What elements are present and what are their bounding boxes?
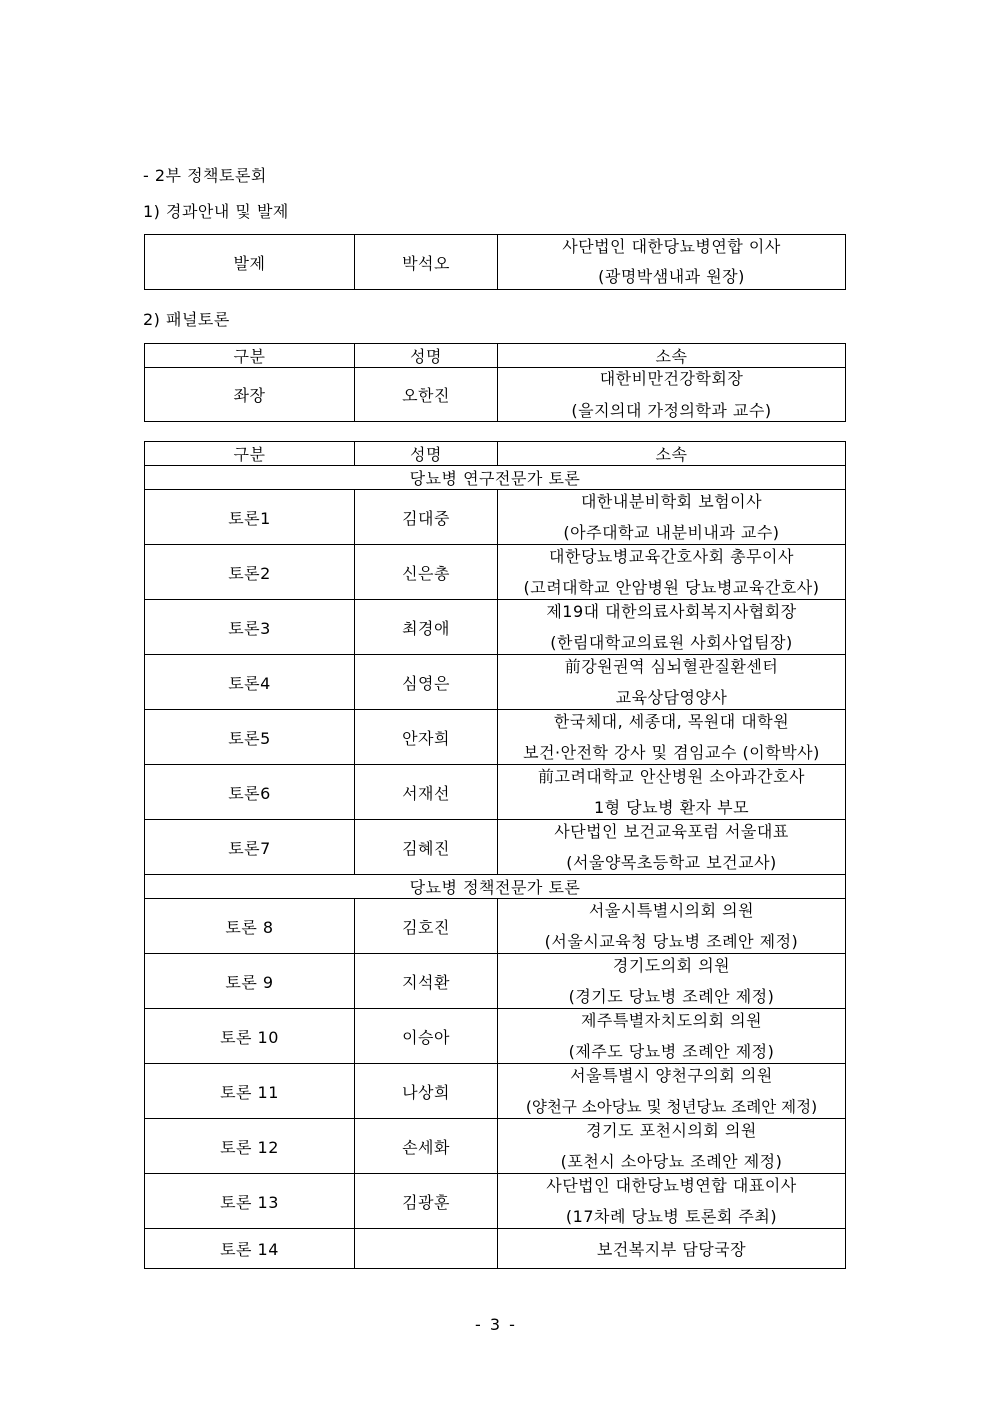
affiliation-line-2: (17차례 당뇨병 토론회 주최) <box>565 1206 778 1226</box>
affiliation-cell <box>498 1119 846 1174</box>
affiliation-line-1: 제19대 대한의료사회복지사협회장 <box>546 601 797 621</box>
affiliation-line-1: 서울특별시 양천구의회 의원 <box>570 1065 773 1085</box>
affiliation-line-2: (양천구 소아당뇨 및 청년당뇨 조례안 제정) <box>525 1097 818 1116</box>
affiliation-cell <box>498 490 846 545</box>
category-cell: 토론 13 <box>145 1174 355 1229</box>
page-number: - 3 - <box>475 1315 517 1334</box>
header-name: 성명 <box>355 344 498 368</box>
affiliation-line-2: (서울양목초등학교 보건교사) <box>566 852 777 872</box>
table-row <box>145 899 846 954</box>
affiliation-line-2: (한림대학교의료원 사회사업팀장) <box>550 632 793 652</box>
affiliation-cell <box>498 1064 846 1119</box>
name-cell: 최경애 <box>355 600 498 655</box>
subsection-title-presentation: 1) 경과안내 및 발제 <box>143 202 289 221</box>
table-row <box>145 1174 846 1229</box>
affiliation-line-1: 前고려대학교 안산병원 소아과간호사 <box>537 766 805 786</box>
table-row <box>145 655 846 710</box>
affiliation-line-2: (포천시 소아당뇨 조례안 제정) <box>560 1151 783 1171</box>
category-cell: 토론4 <box>145 655 355 710</box>
affiliation-line-2: 보건·안전학 강사 및 겸임교수 (이학박사) <box>523 742 820 762</box>
affiliation-cell <box>498 545 846 600</box>
affiliation-line-1: 대한당뇨병교육간호사회 총무이사 <box>549 546 794 566</box>
name-cell: 서재선 <box>355 765 498 820</box>
table-row <box>145 710 846 765</box>
affiliation-line-1: 사단법인 대한당뇨병연합 이사 <box>562 237 781 256</box>
name-cell: 손세화 <box>355 1119 498 1174</box>
name-cell: 지석환 <box>355 954 498 1009</box>
name-cell: 오한진 <box>355 368 498 422</box>
subsection-title-panel: 2) 패널토론 <box>143 310 230 329</box>
table-row <box>145 1229 846 1269</box>
category-cell: 발제 <box>145 235 355 290</box>
name-cell: 나상희 <box>355 1064 498 1119</box>
category-cell: 토론1 <box>145 490 355 545</box>
header-category: 구분 <box>145 442 355 466</box>
affiliation-line-1: 사단법인 대한당뇨병연합 대표이사 <box>546 1175 797 1195</box>
category-cell: 토론6 <box>145 765 355 820</box>
affiliation-line-1: 경기도 포천시의회 의원 <box>586 1120 757 1140</box>
affiliation-line-2: (고려대학교 안암병원 당뇨병교육간호사) <box>523 577 820 597</box>
category-cell: 토론 8 <box>145 899 355 954</box>
affiliation-cell: 보건복지부 담당국장 <box>498 1229 846 1269</box>
affiliation-line-1: 제주특별자치도의회 의원 <box>580 1010 763 1030</box>
table-row <box>145 368 846 422</box>
group-title-research: 당뇨병 연구전문가 토론 <box>145 466 846 490</box>
table-row <box>145 235 846 290</box>
table-row <box>145 1009 846 1064</box>
panel-table <box>144 441 846 1269</box>
affiliation-line-2: 1형 당뇨병 환자 부모 <box>593 797 750 817</box>
table-row <box>145 954 846 1009</box>
affiliation-cell <box>498 600 846 655</box>
affiliation-line-1: 한국체대, 세종대, 목원대 대학원 <box>553 711 790 731</box>
name-cell: 박석오 <box>355 235 498 290</box>
category-cell: 토론 12 <box>145 1119 355 1174</box>
name-cell: 김광훈 <box>355 1174 498 1229</box>
header-row <box>145 442 846 466</box>
table-row <box>145 765 846 820</box>
category-cell: 토론 11 <box>145 1064 355 1119</box>
category-cell: 토론 10 <box>145 1009 355 1064</box>
affiliation-line-2: (서울시교육청 당뇨병 조례안 제정) <box>544 931 799 951</box>
group-row-research <box>145 466 846 490</box>
affiliation-line-1: 경기도의회 의원 <box>612 955 731 975</box>
affiliation-cell <box>498 954 846 1009</box>
affiliation-line-2: 교육상담영양사 <box>615 687 728 707</box>
affiliation-line-2: (제주도 당뇨병 조례안 제정) <box>568 1041 775 1061</box>
affiliation-line-1: 대한비만건강학회장 <box>599 368 744 388</box>
table-row <box>145 1064 846 1119</box>
affiliation-cell <box>498 368 846 422</box>
category-cell: 토론3 <box>145 600 355 655</box>
table-row <box>145 490 846 545</box>
header-row <box>145 344 846 368</box>
affiliation-cell <box>498 1174 846 1229</box>
affiliation-cell <box>498 655 846 710</box>
name-cell <box>355 1229 498 1269</box>
name-cell: 안자희 <box>355 710 498 765</box>
table-row <box>145 820 846 875</box>
affiliation-line-1: 사단법인 보건교육포럼 서울대표 <box>554 821 789 841</box>
table-row <box>145 1119 846 1174</box>
affiliation-line-1: 前강원권역 심뇌혈관질환센터 <box>564 656 779 676</box>
affiliation-cell <box>498 235 846 290</box>
presentation-table <box>144 234 846 290</box>
affiliation-line-2: (광명박샘내과 원장) <box>598 267 745 286</box>
table-row <box>145 600 846 655</box>
header-affiliation: 소속 <box>498 442 846 466</box>
category-cell: 토론 9 <box>145 954 355 1009</box>
header-category: 구분 <box>145 344 355 368</box>
category-cell: 토론2 <box>145 545 355 600</box>
affiliation-cell <box>498 820 846 875</box>
category-cell: 토론7 <box>145 820 355 875</box>
category-cell: 토론 14 <box>145 1229 355 1269</box>
chair-table <box>144 343 846 422</box>
name-cell: 신은총 <box>355 545 498 600</box>
affiliation-cell <box>498 710 846 765</box>
affiliation-cell <box>498 1009 846 1064</box>
name-cell: 이승아 <box>355 1009 498 1064</box>
affiliation-line-2: (을지의대 가정의학과 교수) <box>571 400 772 420</box>
group-row-policy <box>145 875 846 899</box>
affiliation-line-1: 서울시특별시의회 의원 <box>588 900 755 920</box>
name-cell: 김대중 <box>355 490 498 545</box>
affiliation-cell <box>498 765 846 820</box>
affiliation-line-1: 대한내분비학회 보험이사 <box>580 491 763 511</box>
name-cell: 심영은 <box>355 655 498 710</box>
affiliation-line-2: (아주대학교 내분비내과 교수) <box>563 522 780 542</box>
name-cell: 김혜진 <box>355 820 498 875</box>
affiliation-cell <box>498 899 846 954</box>
name-cell: 김호진 <box>355 899 498 954</box>
section-title: - 2부 정책토론회 <box>143 166 267 185</box>
group-title-policy: 당뇨병 정책전문가 토론 <box>145 875 846 899</box>
header-affiliation: 소속 <box>498 344 846 368</box>
category-cell: 좌장 <box>145 368 355 422</box>
category-cell: 토론5 <box>145 710 355 765</box>
table-row <box>145 545 846 600</box>
header-name: 성명 <box>355 442 498 466</box>
affiliation-line-2: (경기도 당뇨병 조례안 제정) <box>568 986 775 1006</box>
